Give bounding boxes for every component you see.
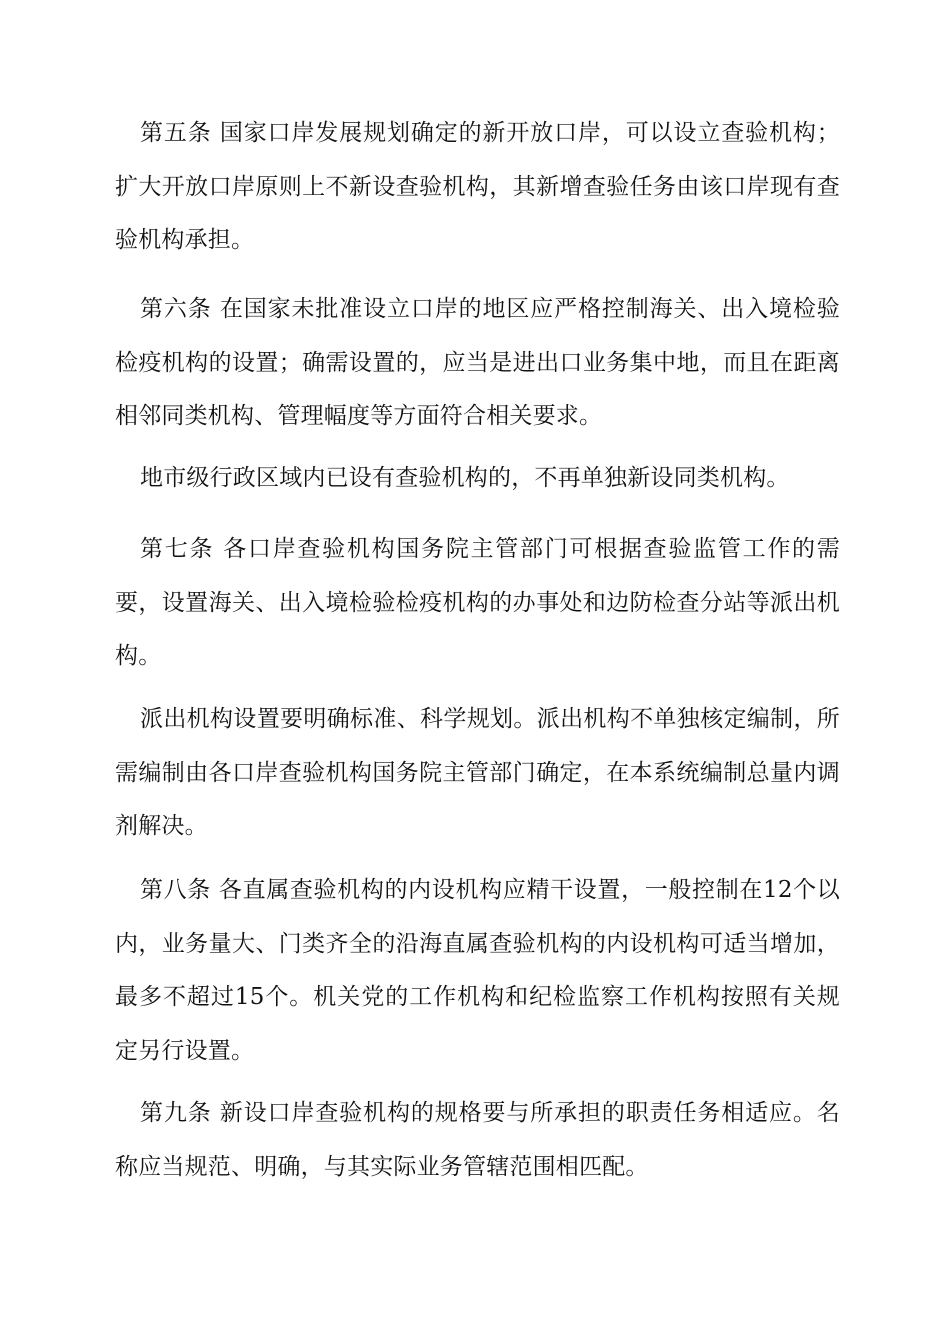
- article-9-paragraph: 第九条 新设口岸查验机构的规格要与所承担的职责任务相适应。名称应当规范、明确，与其实际业务管辖范围相匹配。: [115, 1100, 840, 1180]
- article-8-paragraph: 第八条 各直属查验机构的内设机构应精干设置，一般控制在12个以内，业务量大、门类齐全的沿海直属查验机构的内设机构可适当增加，最多不超过15个。机关党的工作机构和纪检监察工作机构按照有关规定另行设置。: [115, 877, 840, 1064]
- article-6-continuation-paragraph: 地市级行政区域内已设有查验机构的，不再单独新设同类机构。: [140, 465, 790, 491]
- article-7-continuation-paragraph: 派出机构设置要明确标准、科学规划。派出机构不单独核定编制，所需编制由各口岸查验机构国务院主管部门确定，在本系统编制总量内调剂解决。: [115, 706, 840, 839]
- article-5-paragraph: 第五条 国家口岸发展规划确定的新开放口岸，可以设立查验机构；扩大开放口岸原则上不新设查验机构，其新增查验任务由该口岸现有查验机构承担。: [115, 120, 840, 253]
- article-7-paragraph: 第七条 各口岸查验机构国务院主管部门可根据查验监管工作的需要，设置海关、出入境检验检疫机构的办事处和边防检查分站等派出机构。: [115, 536, 840, 669]
- article-6-paragraph: 第六条 在国家未批准设立口岸的地区应严格控制海关、出入境检验检疫机构的设置；确需设置的，应当是进出口业务集中地，而且在距离相邻同类机构、管理幅度等方面符合相关要求。: [115, 296, 840, 429]
